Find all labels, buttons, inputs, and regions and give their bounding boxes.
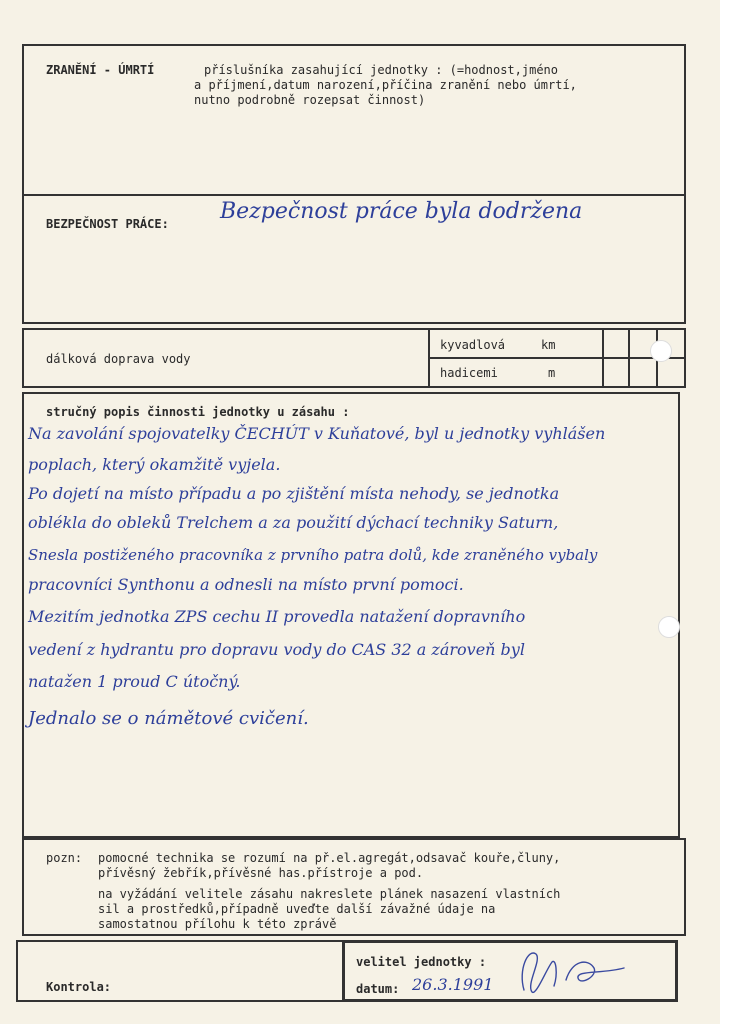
punch-hole-bottom — [658, 616, 680, 638]
transport-grid — [602, 328, 686, 388]
note-line-2: přívěsný žebřík,přívěsné has.přístroje a pod. — [98, 866, 424, 880]
injury-line-2: a příjmení,datum narození,příčina zranění nebo úmrtí, — [194, 78, 577, 92]
transport-label: dálková doprava vody — [46, 352, 191, 366]
activity-line: pracovníci Synthonu a odnesli na místo první pomoci. — [28, 575, 464, 594]
activity-line: Po dojetí na místo případu a po zjištění místa nehody, se jednotka — [28, 484, 560, 503]
hose-unit: m — [548, 366, 556, 380]
commander-label: velitel jednotky : — [356, 955, 487, 969]
commander-signature — [506, 940, 646, 1000]
note-line-4: sil a prostředků,případně uveďte další závažné údaje na — [98, 902, 496, 916]
injury-line-3: nutno podrobně rozepsat činnost) — [194, 93, 426, 107]
activity-line: Jednalo se o námětové cvičení. — [28, 708, 309, 729]
shuttle-label: kyvadlová — [440, 338, 506, 352]
shuttle-unit: km — [541, 338, 556, 352]
hose-label: hadicemi — [440, 366, 498, 380]
activity-line: Mezitím jednotka ZPS cechu II provedla natažení dopravního — [28, 607, 526, 626]
activity-line: natažen 1 proud C útočný. — [28, 672, 241, 691]
control-label: Kontrola: — [46, 980, 112, 994]
activity-line: poplach, který okamžitě vyjela. — [28, 455, 281, 474]
activity-label: stručný popis činnosti jednotky u zásahu : — [46, 405, 350, 419]
date-value: 26.3.1991 — [412, 975, 494, 994]
activity-line: Na zavolání spojovatelky ČECHÚT v Kuňatové, byl u jednotky vyhlášen — [28, 424, 606, 443]
injury-line-1: příslušníka zasahující jednotky : (=hodnost,jméno — [204, 63, 559, 77]
note-line-3: na vyžádání velitele zásahu nakreslete plánek nasazení vlastních — [98, 887, 561, 901]
note-label: pozn: — [46, 851, 83, 865]
safety-value: Bezpečnost práce byla dodržena — [220, 199, 583, 224]
transport-divider-v — [428, 330, 430, 386]
safety-label: BEZPEČNOST PRÁCE: — [46, 217, 169, 231]
punch-hole-top — [650, 340, 672, 362]
page-edge — [720, 0, 745, 1024]
injury-heading: ZRANĚNÍ - ÚMRTÍ — [46, 63, 155, 77]
activity-line: vedení z hydrantu pro dopravu vody do CAS 32 a zároveň byl — [28, 640, 525, 659]
transport-grid-v1 — [628, 328, 630, 388]
activity-line: oblékla do obleků Trelchem a za použití dýchací techniky Saturn, — [28, 513, 559, 532]
activity-line: Snesla postiženého pracovníka z prvního patra dolů, kde zraněného vybaly — [28, 546, 598, 564]
note-line-1: pomocné technika se rozumí na př.el.agregát,odsavač kouře,čluny, — [98, 851, 561, 865]
note-line-5: samostatnou přílohu k této zprávě — [98, 917, 337, 931]
date-label: datum: — [356, 982, 400, 996]
